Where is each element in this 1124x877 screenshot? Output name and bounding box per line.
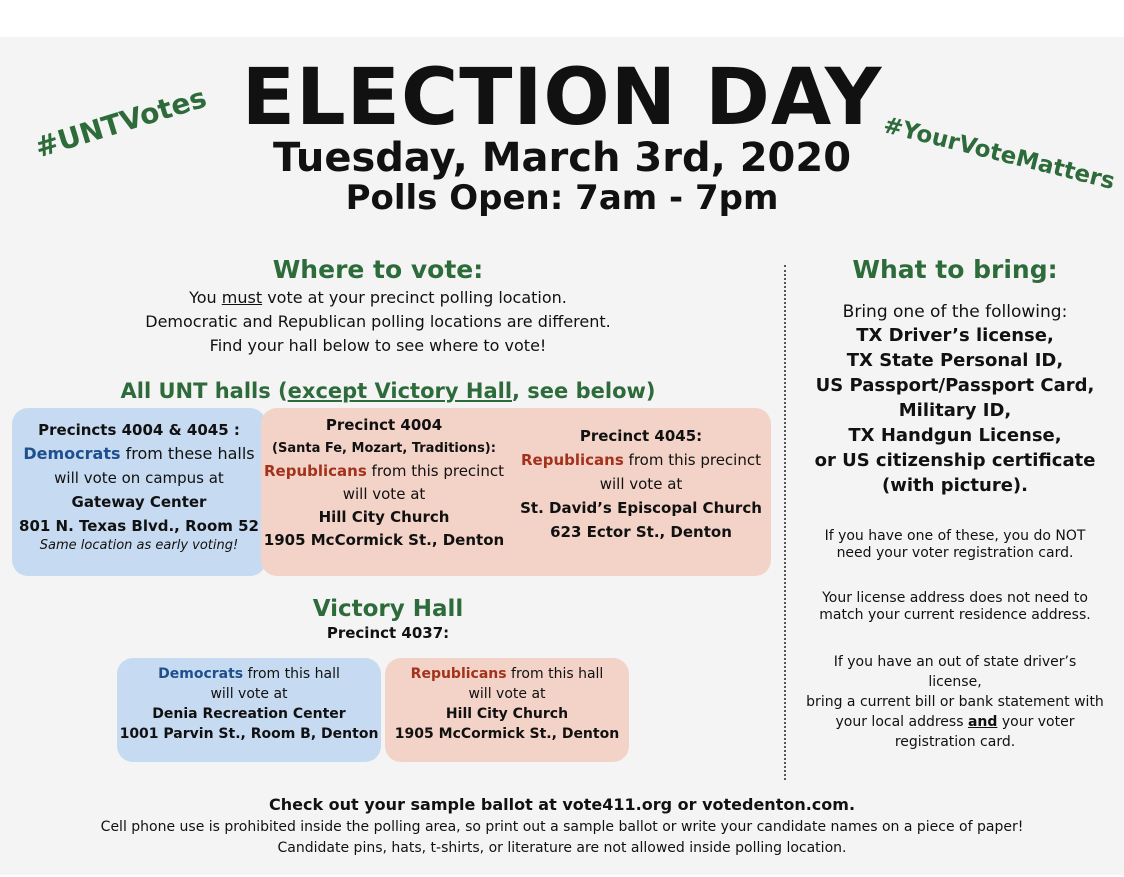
rep-4045-section	[511, 424, 771, 544]
unt-halls-heading: All UNT halls (except Victory Hall, see below)	[120, 379, 656, 403]
election-date: Tuesday, March 3rd, 2020	[272, 135, 852, 181]
id-item: Military ID,	[898, 400, 1012, 421]
campaign-material-notice: Candidate pins, hats, t-shirts, or literature are not allowed inside polling location.	[277, 840, 847, 856]
rep-4004-section	[261, 414, 507, 552]
out-of-state-note: If you have an out of state driver’s license, bring a current bill or bank statement with your local address and your voter registration card.	[806, 654, 1104, 750]
id-item: TX State Personal ID,	[846, 350, 1064, 371]
where-to-vote-heading: Where to vote:	[272, 255, 484, 284]
page-title: ELECTION DAY	[241, 53, 883, 143]
victory-hall-heading: Victory Hall	[312, 596, 464, 622]
republicans-precinct-box	[261, 408, 771, 576]
dem-vote-text: will vote on campus at	[54, 469, 224, 487]
rep-4045-place: St. David’s Episcopal Church	[520, 499, 762, 517]
dem-place: Gateway Center	[71, 493, 207, 511]
id-list	[796, 323, 1114, 498]
polls-hours: Polls Open: 7am - 7pm	[345, 178, 779, 218]
hashtag-yourvotematters: #YourVoteMatters	[880, 112, 1118, 196]
where-to-vote-instructions	[90, 286, 666, 358]
sample-ballot-line: Check out your sample ballot at vote411.org or votedenton.com.	[268, 795, 856, 814]
dem-party-line: Democrats from these halls	[23, 444, 255, 463]
rep-4004-halls: (Santa Fe, Mozart, Traditions):	[272, 441, 496, 456]
where-line-1: You must vote at your precinct polling location.	[189, 288, 567, 307]
registration-note: If you have one of these, you do NOT need your voter registration card.	[824, 528, 1086, 561]
vrep-address: 1905 McCormick St., Denton	[394, 726, 620, 742]
rep-4004-place: Hill City Church	[318, 508, 450, 526]
vdem-place: Denia Recreation Center	[152, 706, 346, 722]
id-item: TX Handgun License,	[848, 425, 1062, 446]
vdem-vote-text: will vote at	[210, 686, 288, 702]
what-to-bring-heading: What to bring:	[852, 255, 1058, 284]
dem-address: 801 N. Texas Blvd., Room 52	[19, 517, 259, 535]
vdem-address: 1001 Parvin St., Room B, Denton	[119, 726, 379, 742]
id-item: TX Driver’s license,	[856, 325, 1054, 346]
rep-4004-precinct: Precinct 4004	[325, 416, 443, 434]
victory-hall-precinct: Precinct 4037:	[326, 624, 450, 642]
vrep-vote-text: will vote at	[468, 686, 546, 702]
vdem-party-line: Democrats from this hall	[158, 666, 340, 682]
where-line-2: Democratic and Republican polling locations are different.	[145, 312, 611, 331]
democrats-precinct-box	[12, 408, 266, 576]
hashtag-untvotes: #UNTVotes	[31, 80, 211, 165]
victory-republicans-box	[385, 658, 629, 762]
section-divider	[784, 265, 786, 780]
cell-phone-notice: Cell phone use is prohibited inside the polling area, so print out a sample ballot or write your candidate names on a piece of paper!	[100, 819, 1024, 835]
except-victory-hall: except Victory Hall	[287, 379, 513, 403]
dem-precinct-label: Precincts 4004 & 4045 :	[38, 421, 240, 439]
dem-note: Same location as early voting!	[39, 538, 239, 553]
vrep-place: Hill City Church	[445, 706, 569, 722]
rep-4004-address: 1905 McCormick St., Denton	[263, 531, 505, 549]
rep-4045-address: 623 Ector St., Denton	[550, 523, 732, 541]
victory-democrats-box	[117, 658, 381, 762]
id-item: US Passport/Passport Card,	[815, 375, 1095, 396]
rep-4004-vote-text: will vote at	[342, 485, 426, 503]
where-line-3: Find your hall below to see where to vote!	[209, 336, 547, 355]
vrep-party-line: Republicans from this hall	[410, 666, 604, 682]
id-item: or US citizenship certificate	[814, 450, 1096, 471]
id-item: (with picture).	[881, 475, 1028, 496]
bring-intro: Bring one of the following:	[842, 302, 1068, 322]
rep-4045-precinct: Precinct 4045:	[579, 427, 703, 445]
rep-4045-vote-text: will vote at	[599, 475, 683, 493]
must-emphasis: must	[221, 288, 263, 307]
rep-4004-party-line: Republicans from this precinct	[263, 462, 504, 480]
address-note: Your license address does not need to match your current residence address.	[819, 590, 1091, 623]
and-emphasis: and	[967, 714, 998, 730]
rep-4045-party-line: Republicans from this precinct	[520, 451, 761, 469]
